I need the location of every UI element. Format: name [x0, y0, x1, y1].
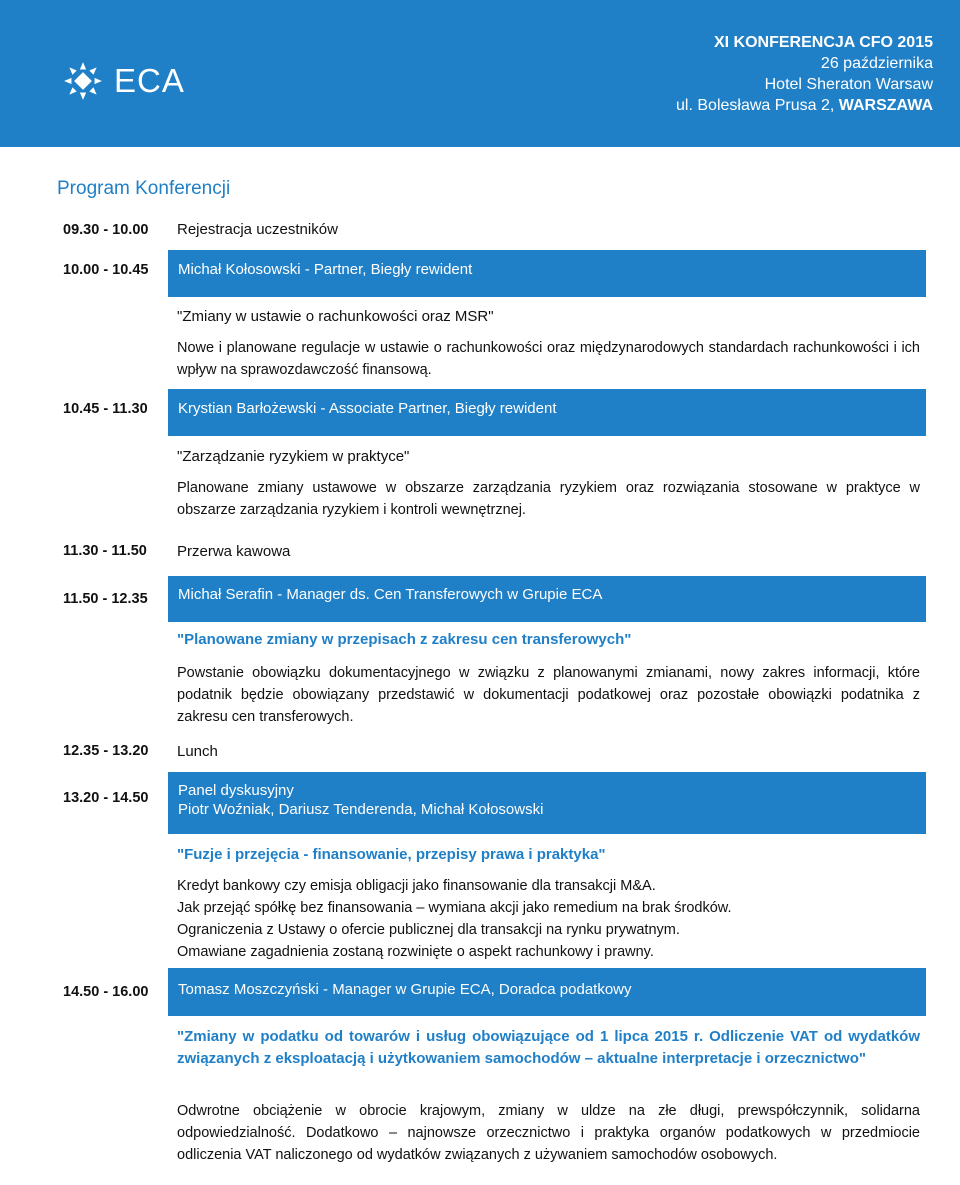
session-time: 09.30 - 10.00: [63, 222, 149, 238]
speaker-name: Tomasz Moszczyński - Manager w Grupie ECA, Doradca podatkowy: [178, 981, 632, 998]
speaker-bar: [168, 250, 926, 297]
description-line: Planowane zmiany ustawowe w obszarze zarządzania ryzykiem oraz rozwiązania stosowane w praktyce w obszarze zarządzania ryzykiem i kontroli wewnętrznej.: [177, 480, 920, 518]
page-title: Program Konferencji: [57, 178, 231, 199]
session-description: [177, 337, 920, 381]
speaker-bar: [168, 772, 926, 834]
session-topic: "Zmiany w ustawie o rachunkowości oraz MSR": [177, 308, 494, 325]
session-topic: "Zarządzanie ryzykiem w praktyce": [177, 448, 410, 465]
conference-info: [676, 32, 933, 116]
speaker-name: Michał Kołosowski - Partner, Biegły rewident: [178, 261, 473, 278]
eca-logo: [62, 60, 185, 102]
session-description: [177, 662, 920, 728]
description-line: Odwrotne obciążenie w obrocie krajowym, zmiany w uldze na złe długi, prewspółczynnik, solidarna odpowiedzialność. Dodatkowo – najnowsze orzecznictwo i praktyka organów podatkowych w przedmiocie odliczenia VAT naliczonego od wydatków związanych z używaniem samochodów osobowych.: [177, 1103, 920, 1163]
address-city: WARSZAWA: [838, 97, 933, 114]
address-street: ul. Bolesława Prusa 2,: [676, 97, 839, 114]
logo-text: ECA: [114, 62, 185, 99]
header-banner: [0, 0, 960, 147]
description-line: Ograniczenia z Ustawy o ofercie publicznej dla transakcji na rynku prywatnym.: [177, 922, 680, 938]
session-time: 11.50 - 12.35: [63, 591, 148, 607]
panel-title: Panel dyskusyjny: [178, 782, 294, 799]
session-topic: "Planowane zmiany w przepisach z zakresu cen transferowych": [177, 631, 632, 648]
conference-venue: Hotel Sheraton Warsaw: [764, 76, 933, 93]
session-time: 10.00 - 10.45: [63, 262, 149, 278]
session-topic: "Zmiany w podatku od towarów i usług obowiązujące od 1 lipca 2015 r. Odliczenie VAT od wydatków związanych z eksploatacją i użytkowaniem samochodów – aktualne interpretacje i orzecznictwo": [177, 1028, 920, 1067]
conference-address: [676, 95, 933, 116]
speaker-name: Michał Serafin - Manager ds. Cen Transferowych w Grupie ECA: [178, 586, 603, 603]
speaker-bar: [168, 968, 926, 1016]
description-line: Omawiane zagadnienia zostaną rozwinięte o aspekt rachunkowy i prawny.: [177, 944, 654, 960]
session-title: Przerwa kawowa: [177, 543, 291, 560]
description-line: Powstanie obowiązku dokumentacyjnego w związku z planowanymi zmianami, nowy zakres informacji, które podatnik będzie obowiązany przedstawić w dokumentacji podatkowej oraz pozostałe obowiązki podatnika z zakresu cen transferowych.: [177, 665, 920, 725]
description-line: Kredyt bankowy czy emisja obligacji jako finansowanie dla transakcji M&A.: [177, 878, 656, 894]
description-line: Jak przejąć spółkę bez finansowania – wymiana akcji jako remedium na brak środków.: [177, 900, 732, 916]
session-time: 13.20 - 14.50: [63, 790, 149, 806]
speaker-name: Krystian Barłożewski - Associate Partner, Biegły rewident: [178, 400, 557, 417]
session-time: 11.30 - 11.50: [63, 543, 147, 559]
description-line: Nowe i planowane regulacje w ustawie o rachunkowości oraz międzynarodowych standardach rachunkowości i ich wpływ na sprawozdawczość finansową.: [177, 340, 920, 378]
session-description: [177, 1100, 920, 1166]
conference-name: XI KONFERENCJA CFO 2015: [713, 34, 933, 51]
session-topic: "Fuzje i przejęcia - finansowanie, przepisy prawa i praktyka": [177, 846, 606, 863]
session-time: 10.45 - 11.30: [63, 401, 148, 417]
session-time: 14.50 - 16.00: [63, 984, 149, 1000]
session-time: 12.35 - 13.20: [63, 743, 149, 759]
session-description: [177, 875, 920, 963]
session-title: Rejestracja uczestników: [177, 221, 338, 238]
panel-speakers: Piotr Woźniak, Dariusz Tenderenda, Michał Kołosowski: [178, 801, 544, 818]
session-description: [177, 477, 920, 521]
session-title: Lunch: [177, 743, 218, 760]
speaker-bar: [168, 576, 926, 622]
conference-date: 26 października: [820, 55, 933, 72]
eca-star-logo-icon: [62, 60, 104, 102]
speaker-bar: [168, 389, 926, 436]
